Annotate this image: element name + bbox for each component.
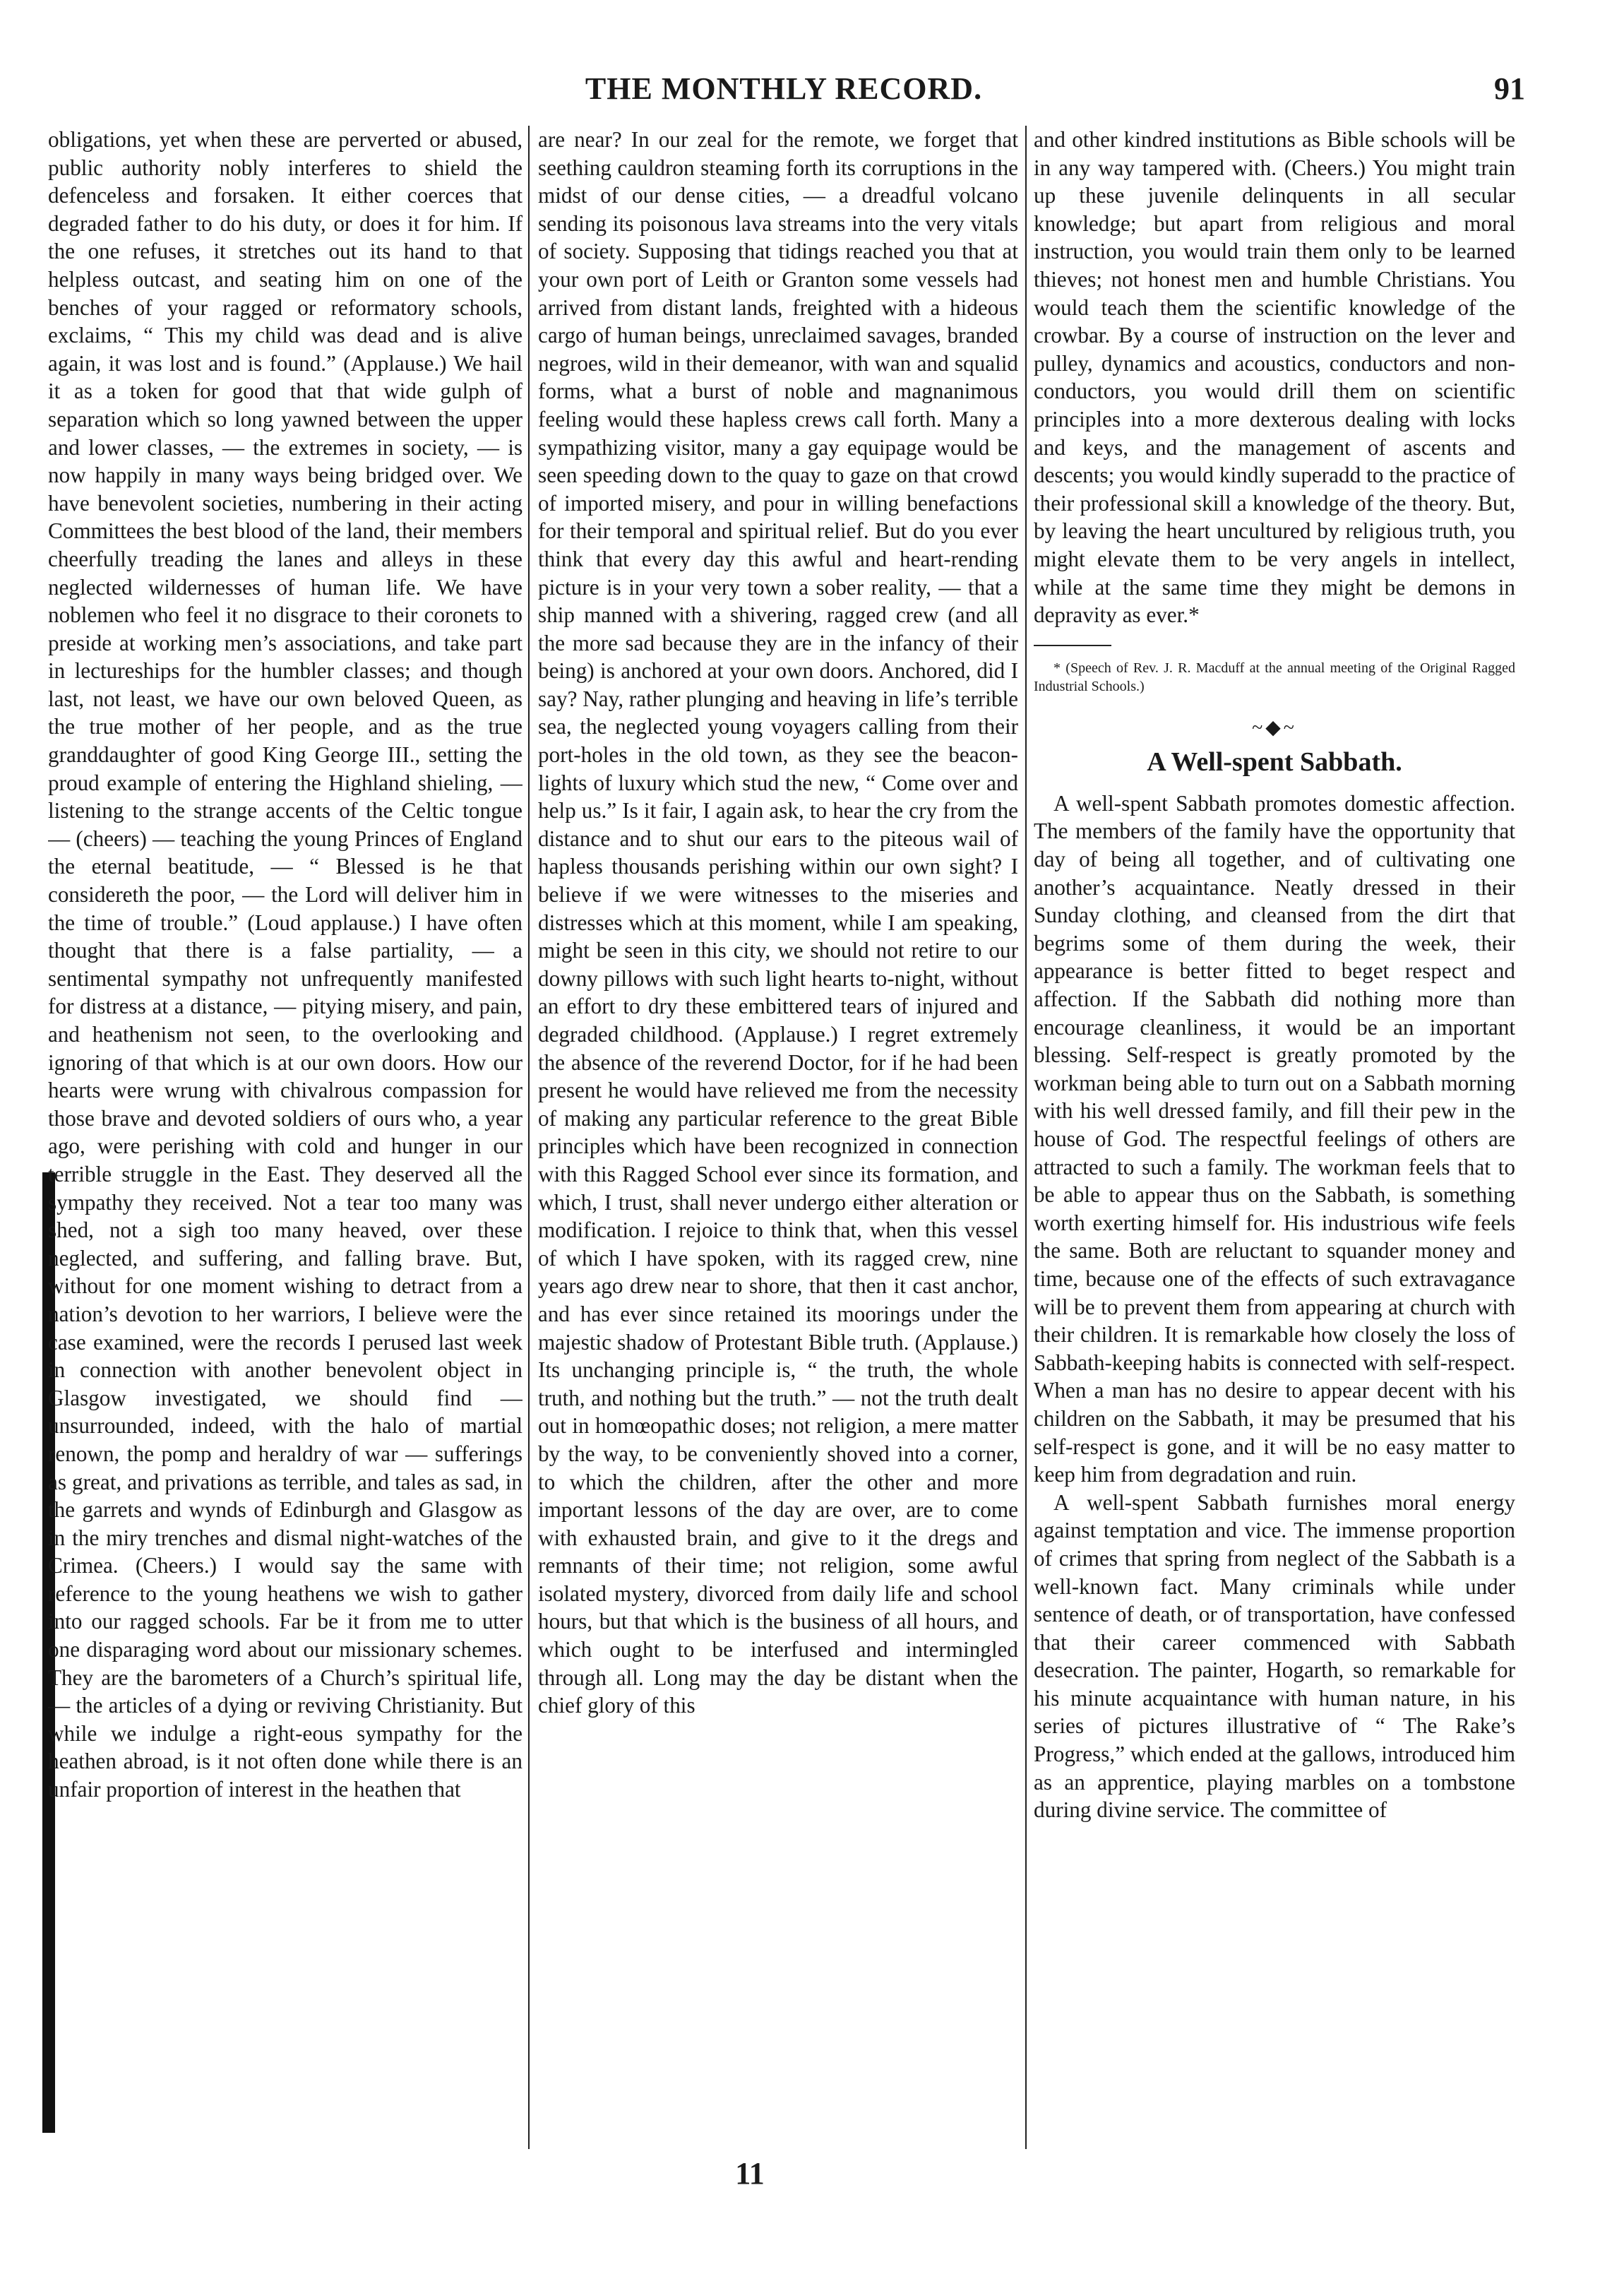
paragraph: and other kindred institutions as Bible schools will be in any way tampered with. (Cheers.) You might train up these juvenile delinquents in all secular knowledge; but apart from religious and moral instruction, you would train them only to be learned thieves; not honest men and humble Christians. You would teach them the scientific knowledge of the crowbar. By a course of instruction on the lever and pulley, dynamics and acoustics, conductors and non-conductors, you would drill them on scientific principles into a more dexterous dealing with locks and keys, and the management of ascents and descents; you would kindly superadd to the practice of their professional skill a knowledge of the theory. But, by leaving the heart uncultured by religious truth, you might elevate them to be very angels in intellect, while at the same time they might be demons in depravity as ever.*: [1034, 127, 1515, 628]
text-column-right: [1034, 126, 1515, 2153]
paragraph: are near? In our zeal for the remote, we forget that seething cauldron steaming forth its corruptions in the midst of our dense cities, — a dreadful volcano sending its poisonous lava streams into the very vitals of society. Supposing that tidings reached you that at your own port of Leith or Granton some vessels had arrived from distant lands, freighted with a hideous cargo of human beings, unreclaimed savages, branded negroes, wild in their demeanor, with wan and squalid forms, what a burst of noble and magnanimous feeling would these hapless crews call forth. Many a sympathizing visitor, many a gay equipage would be seen speeding down to the quay to gaze on that crowd of imported misery, and pour in willing benefactions for their temporal and spiritual relief. But do you ever think that every day this awful and heart-rending picture is in your very town a sober reality, — that a ship manned with a shivering, ragged crew (and all the more sad because they are in the infancy of their being) is anchored at your own doors. Anchored, did I say? Nay, rather plunging and heaving in life’s terrible sea, the neglected young voyagers calling from their port-holes in the old town, as they see the beacon-lights of luxury which stud the new, “ Come over and help us.” Is it fair, I again ask, to hear the cry from the distance and to shut our ears to the piteous wail of hapless thousands perishing within our own sight? I believe if we were witnesses to the miseries and distresses which at this moment, while I am speaking, might be seen in this city, we should not retire to our downy pillows with such light hearts to-night, without an effort to dry these embittered tears of injured and degraded childhood. (Applause.) I regret extremely the absence of the reverend Doctor, for if he had been present he would have relieved me from the necessity of making any particular reference to the great Bible principles which have been recognized in connection with this Ragged School ever since its formation, and which, I trust, shall never undergo either alteration or modification. I rejoice to think that, when this vessel of which I have spoken, with its ragged crew, nine years ago drew near to shore, that then it cast anchor, and has ever since retained its moorings under the majestic shadow of Protestant Bible truth. (Applause.) Its unchanging principle is, “ the truth, the whole truth, and nothing but the truth.” — not the truth dealt out in homœopathic doses; not religion, a mere matter by the way, to be conveniently shoved into a corner, to which the children, after the other and more important lessons of the day are over, are to come with exhausted brain, and give to it the dregs and remnants of their time; not religion, some awful isolated mystery, divorced from daily life and school hours, but that which is the business of all hours, and which ought to be interfused and intermingled through all. Long may the day be distant when the chief glory of this: [538, 127, 1018, 1718]
column-rule: [528, 126, 530, 2149]
footnote: * (Speech of Rev. J. R. Macduff at the annual meeting of the Original Ragged Industrial Schools.): [1034, 660, 1515, 694]
page-number: 91: [1494, 71, 1525, 106]
section-ornament: ~◆~: [1252, 716, 1297, 739]
section-heading: A Well-spent Sabbath.: [1147, 747, 1402, 778]
running-title: THE MONTHLY RECORD.: [585, 71, 983, 106]
paragraph: A well-spent Sabbath furnishes moral energy against temptation and vice. The immense proportion of crimes that spring from neglect of the Sabbath is a well-known fact. Many criminals while under sentence of death, or of transportation, have confessed that their career commenced with Sabbath desecration. The painter, Hogarth, so remarkable for his minute acquaintance with human nature, in his series of pictures illustrative of “ The Rake’s Progress,” which ended at the gallows, introduced him as an apprentice, playing marbles on a tombstone during divine service. The committee of: [1034, 1489, 1515, 1823]
text-column-left: [48, 126, 523, 2153]
column-rule: [1025, 126, 1027, 2149]
paragraph: obligations, yet when these are perverted or abused, public authority nobly interferes to shield the defenceless and forsaken. It either coerces that degraded father to do his duty, or does it for him. If the one refuses, it stretches out its hand to that helpless outcast, and seating him on one of the benches of your ragged or reformatory schools, exclaims, “ This my child was dead and is alive again, it was lost and is found.” (Applause.) We hail it as a token for good that that wide gulph of separation which so long yawned between the upper and lower classes, — the extremes in society, — is now happily in many ways being bridged over. We have benevolent societies, numbering in their acting Committees the best blood of the land, their members cheerfully treading the lanes and alleys in these neglected wildernesses of human life. We have noblemen who feel it no disgrace to their coronets to preside at working men’s associations, and take part in lectureships for the humbler classes; and though last, not least, we have our own beloved Queen, as the true mother of her people, and as the true granddaughter of good King George III., setting the proud example of entering the Highland shieling, — listening to the strange accents of the Celtic tongue — (cheers) — teaching the young Princes of England the eternal beatitude, — “ Blessed is he that considereth the poor, — the Lord will deliver him in the time of trouble.” (Loud applause.) I have often thought that there is a false partiality, — a sentimental sympathy not unfrequently manifested for distress at a distance, — pitying misery, and pain, and heathenism not seen, to the overlooking and ignoring of that which is at our own doors. How our hearts were wrung with chivalrous compassion for those brave and devoted soldiers of ours who, a year ago, were perishing with cold and hunger in our terrible struggle in the East. They deserved all the sympathy they received. Not a tear too many was shed, not a sigh too many heaved, over these neglected, and suffering, and falling brave. But, without for one moment wishing to detract from a nation’s devotion to her warriors, I believe were the case examined, were the records I perused last week in connection with another benevolent object in Glasgow investigated, we should find — unsurrounded, indeed, with the halo of martial renown, the pomp and heraldry of war — sufferings as great, and privations as terrible, and tales as sad, in the garrets and wynds of Edinburgh and Glasgow as in the miry trenches and dismal night-watches of the Crimea. (Cheers.) I would say the same with reference to the young heathens we wish to gather into our ragged schools. Far be it from me to utter one disparaging word about our missionary schemes. They are the barometers of a Church’s spiritual life, — the articles of a dying or reviving Christianity. But while we indulge a right-eous sympathy for the heathen abroad, is it not often done while there is an unfair proportion of interest in the heathen that: [48, 127, 523, 1802]
paragraph: A well-spent Sabbath promotes domestic affection. The members of the family have the opportunity that day of being all together, and of cultivating one another’s acquaintance. Neatly dressed in their Sunday clothing, and cleansed from the dirt that begrims some of them during the week, their appearance is better fitted to beget respect and affection. If the Sabbath did nothing more than encourage cleanliness, it would be an important blessing. Self-respect is greatly promoted by the workman being able to turn out on a Sabbath morning with his well dressed family, and fill their pew in the house of God. The respectful feelings of others are attracted to such a family. The workman feels that to be able to appear thus on the Sabbath, is something worth exerting himself for. His industrious wife feels the same. Both are reluctant to squander money and time, because one of the effects of such extravagance will be to prevent them from appearing at church with their children. It is remarkable how closely the loss of Sabbath-keeping habits is connected with self-respect. When a man has no desire to appear decent with his children on the Sabbath, it may be presumed that his self-respect is gone, and it will be no easy matter to keep him from degradation and ruin.: [1034, 790, 1515, 1487]
printer-signature-mark: 11: [735, 2156, 765, 2191]
text-column-middle: [538, 126, 1018, 2153]
footnote-rule: [1034, 645, 1111, 646]
page-header: [42, 71, 1525, 113]
